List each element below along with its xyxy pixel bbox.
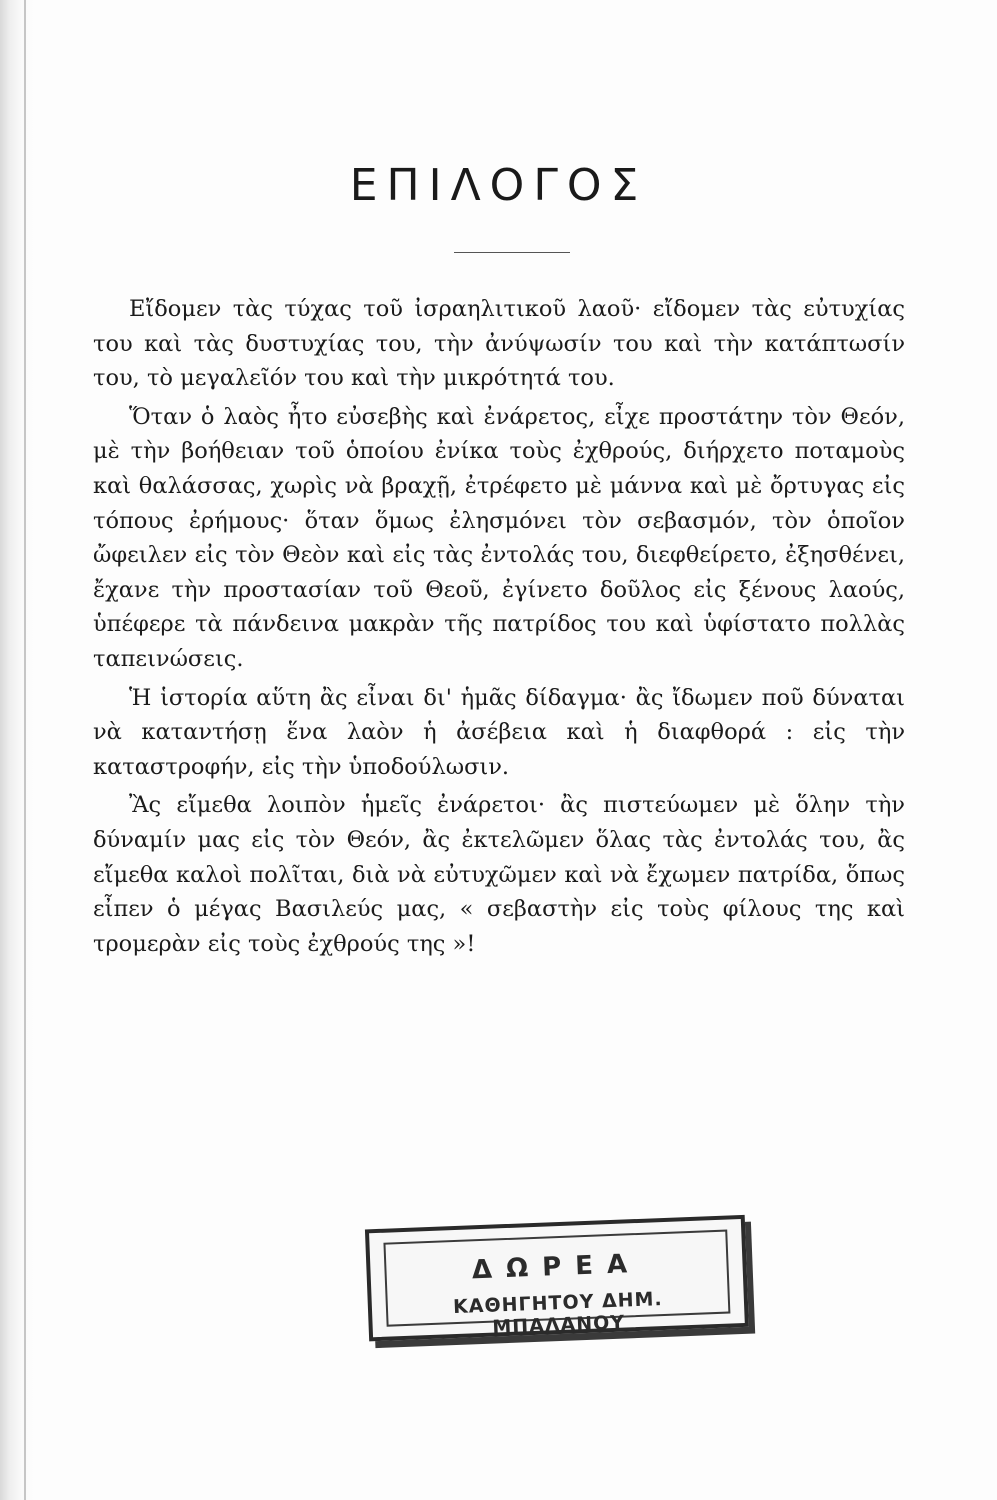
chapter-title: ΕΠΙΛΟΓΟΣ (349, 160, 648, 211)
donation-stamp (365, 1215, 755, 1346)
paragraph-3: Ἡ ἱστορία αὕτη ἂς εἶναι δι' ἡμᾶς δίδαγμα· ἂς ἴδωμεν ποῦ δύναται νὰ καταντήσῃ ἕνα λαὸν ἡ ἀσέβεια καὶ ἡ διαφθορά : εἰς τὴν καταστροφήν, εἰς τὴν ὑποδούλωσιν. (93, 684, 905, 780)
paragraph-2: Ὅταν ὁ λαὸς ἦτο εὐσεβὴς καὶ ἐνάρετος, εἶχε προστάτην τὸν Θεόν, μὲ τὴν βοήθειαν τοῦ ὁποίου ἐνίκα τοὺς ἐχθρούς, διήρχετο ποταμοὺς καὶ θαλάσσας, χωρὶς νὰ βραχῇ, ἐτρέφετο μὲ μάννα καὶ μὲ ὄρτυγας εἰς τόπους ἐρήμους· ὅταν ὅμως ἐλησμόνει τὸν σεβασμόν, τὸν ὁποῖον ὤφειλεν εἰς τὸν Θεὸν καὶ εἰς τὰς ἐντολάς του, διεφθείρετο, ἐξησθένει, ἔχανε τὴν προστασίαν τοῦ Θεοῦ, ἐγίνετο δοῦλος εἰς ξένους λαούς, ὑπέφερε τὰ πάνδεινα μακρὰν τῆς πατρίδος του καὶ ὑφίστατο πολλὰς ταπεινώσεις. (93, 403, 905, 672)
body-text (93, 292, 905, 965)
stamp-frame (365, 1215, 749, 1342)
binding-edge-line (24, 0, 26, 1500)
paragraph-4: Ἂς εἴμεθα λοιπὸν ἡμεῖς ἐνάρετοι· ἂς πιστεύωμεν μὲ ὅλην τὴν δύναμίν μας εἰς τὸν Θεόν, ἂς ἐκτελῶμεν ὅλας τὰς ἐντολάς του, ἂς εἴμεθα καλοὶ πολῖται, διὰ νὰ εὐτυχῶμεν καὶ νὰ ἔχωμεν πατρίδα, ὅπως εἶπεν ὁ μέγας Βασιλεύς μας, « σεβαστὴν εἰς τοὺς φίλους της καὶ τρομερὰν εἰς τοὺς ἐχθρούς της »! (93, 792, 905, 957)
book-gutter-shadow (0, 0, 34, 1500)
title-divider (454, 252, 570, 253)
stamp-inner-frame (383, 1230, 730, 1339)
stamp-subtitle: ΚΑΘΗΓΗΤΟΥ ΔΗΜ. ΜΠΑΛΑΝΟΥ (452, 1288, 664, 1339)
paragraph-1: Εἴδομεν τὰς τύχας τοῦ ἰσραηλιτικοῦ λαοῦ· εἴδομεν τὰς εὐτυχίας του καὶ τὰς δυστυχίας του, τὴν ἀνύψωσίν του καὶ τὴν κατάπτωσίν του, τὸ μεγαλεῖόν του καὶ τὴν μικρότητά του. (93, 296, 905, 392)
stamp-word: ΔΩΡΕΑ (471, 1248, 642, 1286)
